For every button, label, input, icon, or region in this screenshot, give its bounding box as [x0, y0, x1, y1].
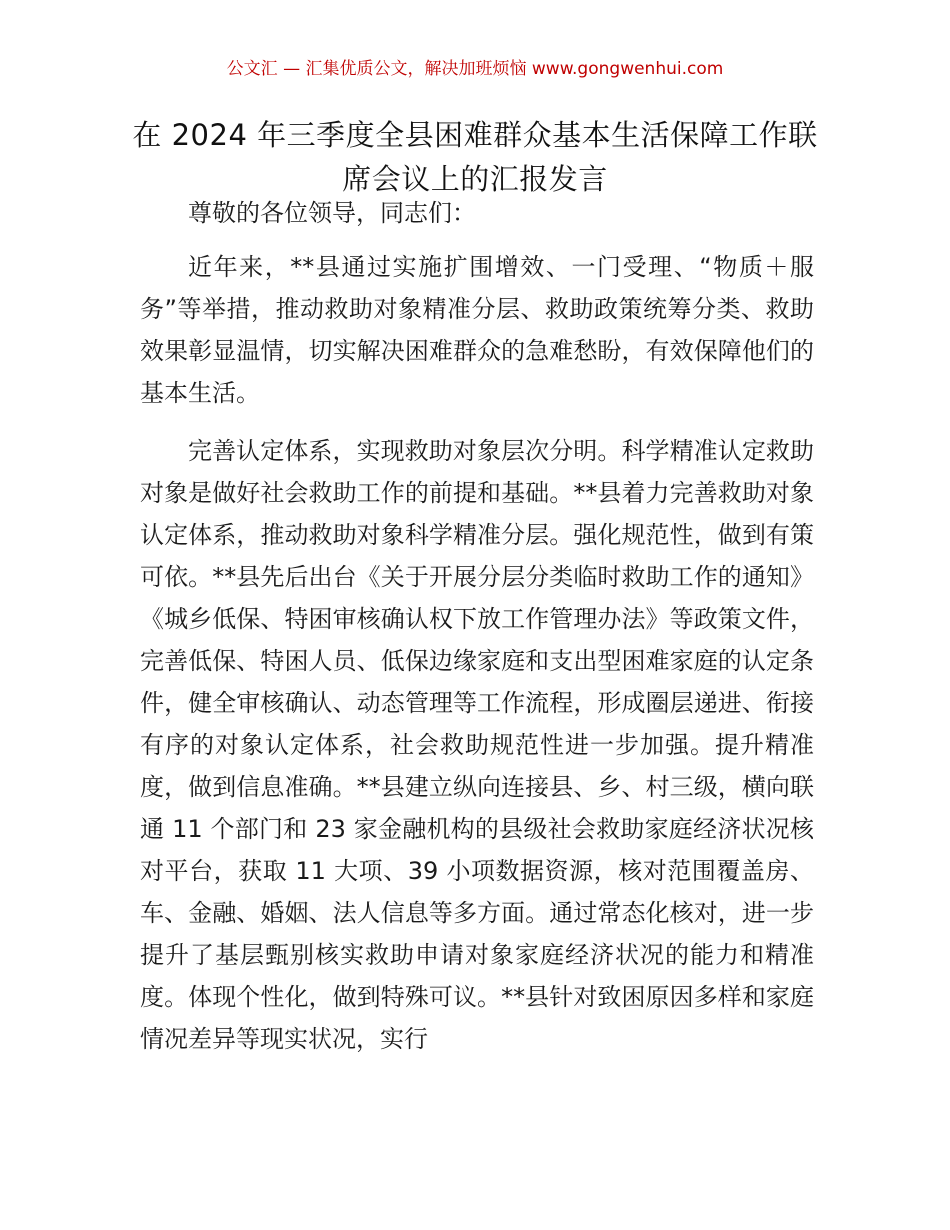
site-banner[interactable]: 公文汇 — 汇集优质公文，解决加班烦恼 www.gongwenhui.com: [226, 59, 724, 79]
document-body: [140, 192, 814, 1060]
paragraph-identification-system: 完善认定体系，实现救助对象层次分明。科学精准认定救助对象是做好社会救助工作的前提和基础。**县着力完善救助对象认定体系，推动救助对象科学精准分层。强化规范性，做到有策可依。**县先后出台《关于开展分层分类临时救助工作的通知》《城乡低保、特困审核确认权下放工作管理办法》等政策文件，完善低保、特困人员、低保边缘家庭和支出型困难家庭的认定条件，健全审核确认、动态管理等工作流程，形成圈层递进、衔接有序的对象认定体系，社会救助规范性进一步加强。提升精准度，做到信息准确。**县建立纵向连接县、乡、村三级，横向联通 11 个部门和 23 家金融机构的县级社会救助家庭经济状况核对平台，获取 11 大项、39 小项数据资源，核对范围覆盖房、车、金融、婚姻、法人信息等多方面。通过常态化核对，进一步提升了基层甄别核实救助申请对象家庭经济状况的能力和精准度。体现个性化，做到特殊可议。**县针对致困原因多样和家庭情况差异等现实状况，实行: [140, 437, 814, 1053]
document-title: 在 2024 年三季度全县困难群众基本生活保障工作联席会议上的汇报发言: [132, 118, 818, 196]
salutation: 尊敬的各位领导，同志们：: [188, 199, 476, 227]
paragraph-intro: 近年来，**县通过实施扩围增效、一门受理、“物质＋服务”等举措，推动救助对象精准分层、救助政策统筹分类、救助效果彰显温情，切实解决困难群众的急难愁盼，有效保障他们的基本生活。: [140, 253, 814, 407]
